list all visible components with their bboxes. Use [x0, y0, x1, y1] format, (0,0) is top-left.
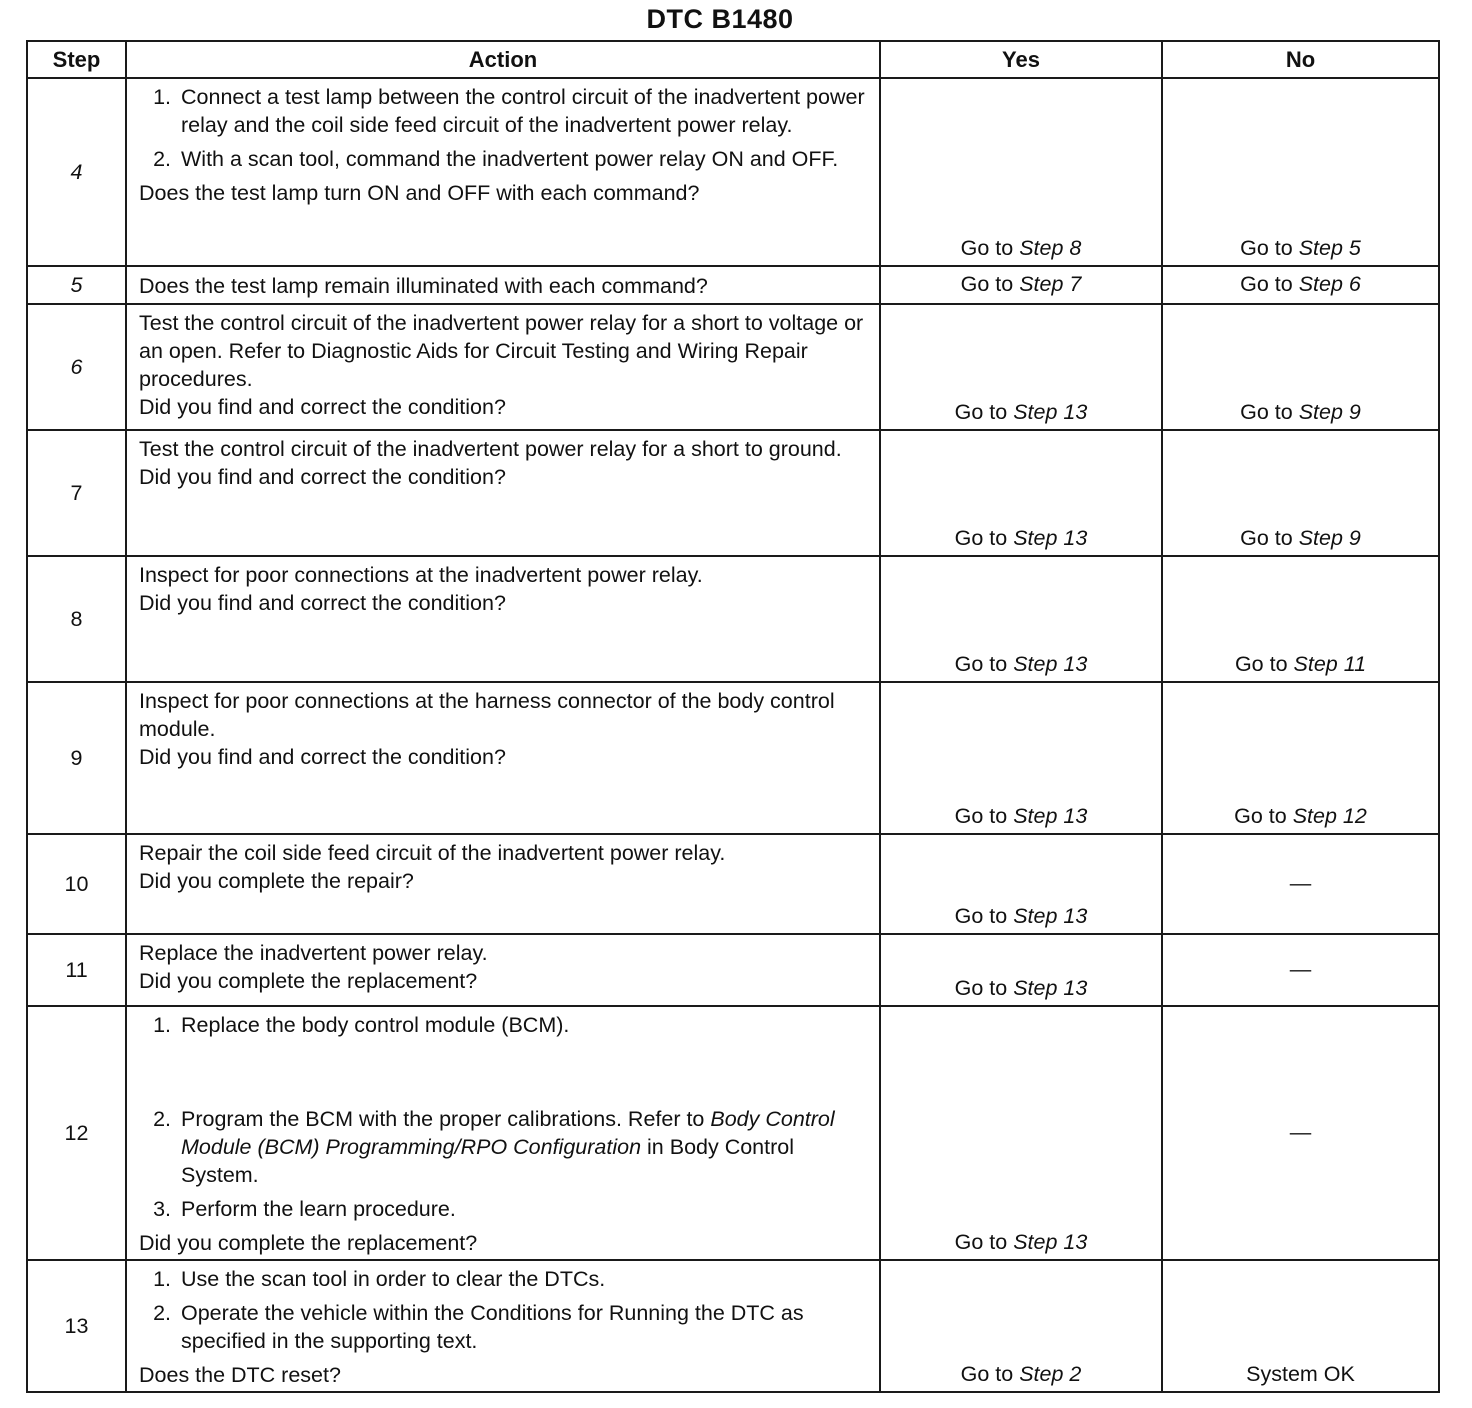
step-number: 11 [27, 934, 126, 1006]
no-cell [1162, 556, 1439, 682]
yes-cell [880, 266, 1162, 304]
action-question: Did you find and correct the condition? [139, 591, 506, 615]
no-cell: — [1162, 934, 1439, 1006]
action-question: Did you find and correct the condition? [139, 465, 506, 489]
table-row [27, 78, 1439, 266]
yes-cell [880, 304, 1162, 430]
action-question: Did you find and correct the condition? [139, 395, 506, 419]
action-list [139, 1265, 867, 1361]
no-prefix: Go to [1240, 236, 1293, 260]
table-row [27, 1260, 1439, 1392]
yes-step-link[interactable]: Step 13 [1013, 976, 1088, 1000]
step-number: 12 [27, 1006, 126, 1260]
yes-cell [880, 1260, 1162, 1392]
yes-prefix: Go to [954, 804, 1008, 828]
yes-step-link[interactable]: Step 13 [1013, 904, 1088, 928]
step-number: 13 [27, 1260, 126, 1392]
yes-cell [880, 556, 1162, 682]
no-step-link[interactable]: Step 9 [1298, 400, 1361, 424]
no-prefix: Go to [1234, 804, 1287, 828]
no-cell [1162, 78, 1439, 266]
yes-prefix: Go to [954, 976, 1008, 1000]
yes-step-link[interactable]: Step 13 [1013, 526, 1088, 550]
step-number: 4 [27, 78, 126, 266]
yes-cell [880, 682, 1162, 834]
yes-step-link[interactable]: Step 13 [1013, 652, 1088, 676]
yes-prefix: Go to [960, 271, 1014, 296]
no-prefix: Go to [1240, 271, 1293, 296]
action-list-item: 2. Operate the vehicle within the Conditions for Running the DTC as specified in the supporting text. [177, 1299, 867, 1355]
action-list-item: 2. With a scan tool, command the inadvertent power relay ON and OFF. [177, 145, 867, 173]
yes-prefix: Go to [954, 904, 1008, 928]
no-cell [1162, 682, 1439, 834]
table-row [27, 304, 1439, 430]
action-cell [126, 78, 880, 266]
header-step: Step [27, 41, 126, 78]
yes-step-link[interactable]: Step 13 [1013, 804, 1088, 828]
no-cell [1162, 266, 1439, 304]
action-question: Does the test lamp turn ON and OFF with each command? [139, 181, 700, 205]
table-row [27, 934, 1439, 1006]
action-question: Did you complete the replacement? [139, 1231, 478, 1255]
yes-step-link[interactable]: Step 13 [1013, 400, 1088, 424]
action-list [139, 83, 867, 179]
no-prefix: Go to [1240, 526, 1293, 550]
yes-cell [880, 78, 1162, 266]
no-step-link[interactable]: Step 12 [1292, 804, 1367, 828]
yes-prefix: Go to [954, 526, 1008, 550]
no-step-link[interactable]: Step 11 [1293, 652, 1367, 676]
action-text: Inspect for poor connections at the inadvertent power relay. [139, 563, 703, 587]
no-cell [1162, 430, 1439, 556]
action-cell [126, 1006, 880, 1260]
header-action: Action [126, 41, 880, 78]
yes-prefix: Go to [954, 400, 1008, 424]
action-cell [126, 934, 880, 1006]
action-cell [126, 430, 880, 556]
table-row [27, 430, 1439, 556]
step-number: 9 [27, 682, 126, 834]
table-row [27, 556, 1439, 682]
no-prefix: Go to [1240, 400, 1293, 424]
action-question: Did you find and correct the condition? [139, 745, 506, 769]
action-list-item: 1. Connect a test lamp between the control circuit of the inadvertent power relay and the coil side feed circuit of the inadvertent power relay. [177, 83, 867, 139]
yes-step-link[interactable]: Step 8 [1019, 236, 1082, 260]
step-number: 5 [27, 266, 126, 304]
list-item-text: Replace the body control module (BCM). [181, 1013, 570, 1037]
list-item-text: Program the BCM with the proper calibrations. Refer to [181, 1107, 705, 1131]
dtc-table [26, 40, 1440, 1393]
yes-prefix: Go to [960, 236, 1014, 260]
yes-cell [880, 834, 1162, 934]
header-no: No [1162, 41, 1439, 78]
action-text: Inspect for poor connections at the harness connector of the body control module. [139, 689, 835, 741]
yes-step-link[interactable]: Step 2 [1019, 1362, 1082, 1386]
action-text: Test the control circuit of the inadvertent power relay for a short to voltage or an open. Refer to Diagnostic Aids for Circuit Testing and Wiring Repair procedures. [139, 311, 864, 391]
action-list [139, 1011, 867, 1229]
page-title: DTC B1480 [646, 4, 794, 34]
reference-link[interactable]: Body Control Module (BCM) Programming/RPO Configuration [181, 1107, 835, 1159]
yes-cell [880, 430, 1162, 556]
no-step-link[interactable]: Step 5 [1298, 236, 1361, 260]
action-cell [126, 304, 880, 430]
yes-prefix: Go to [954, 652, 1008, 676]
action-list-item: 1. Use the scan tool in order to clear the DTCs. [177, 1265, 867, 1293]
table-row [27, 266, 1439, 304]
table-row [27, 834, 1439, 934]
no-cell: — [1162, 1006, 1439, 1260]
action-list-item: 3. Perform the learn procedure. [177, 1195, 867, 1223]
no-cell: — [1162, 834, 1439, 934]
yes-cell [880, 934, 1162, 1006]
yes-step-link[interactable]: Step 13 [1013, 1230, 1088, 1254]
action-text: Test the control circuit of the inadvertent power relay for a short to ground. [139, 437, 842, 461]
no-cell [1162, 304, 1439, 430]
action-cell [126, 834, 880, 934]
yes-prefix: Go to [954, 1230, 1008, 1254]
no-cell: System OK [1162, 1260, 1439, 1392]
yes-prefix: Go to [960, 1362, 1014, 1386]
step-number: 8 [27, 556, 126, 682]
list-item-text: in Body Control System. [181, 1135, 795, 1187]
action-question: Does the test lamp remain illuminated with each command? [139, 274, 708, 298]
action-list-item [177, 1011, 867, 1099]
yes-cell [880, 1006, 1162, 1260]
action-cell [126, 682, 880, 834]
action-cell [126, 266, 880, 304]
header-yes: Yes [880, 41, 1162, 78]
step-number: 10 [27, 834, 126, 934]
table-row [27, 1006, 1439, 1260]
step-number: 7 [27, 430, 126, 556]
action-cell [126, 1260, 880, 1392]
no-prefix: Go to [1234, 652, 1288, 676]
step-number: 6 [27, 304, 126, 430]
action-question: Does the DTC reset? [139, 1363, 341, 1387]
action-question: Did you complete the repair? [139, 869, 414, 893]
yes-step-link[interactable]: Step 7 [1019, 271, 1082, 296]
table-row [27, 682, 1439, 834]
no-step-link[interactable]: Step 9 [1298, 526, 1361, 550]
action-text: Replace the inadvertent power relay. [139, 941, 488, 965]
action-text: Repair the coil side feed circuit of the inadvertent power relay. [139, 841, 726, 865]
header-row [27, 41, 1439, 78]
no-step-link[interactable]: Step 6 [1298, 271, 1361, 296]
action-question: Did you complete the replacement? [139, 969, 478, 993]
action-cell [126, 556, 880, 682]
action-list-item [177, 1105, 867, 1189]
